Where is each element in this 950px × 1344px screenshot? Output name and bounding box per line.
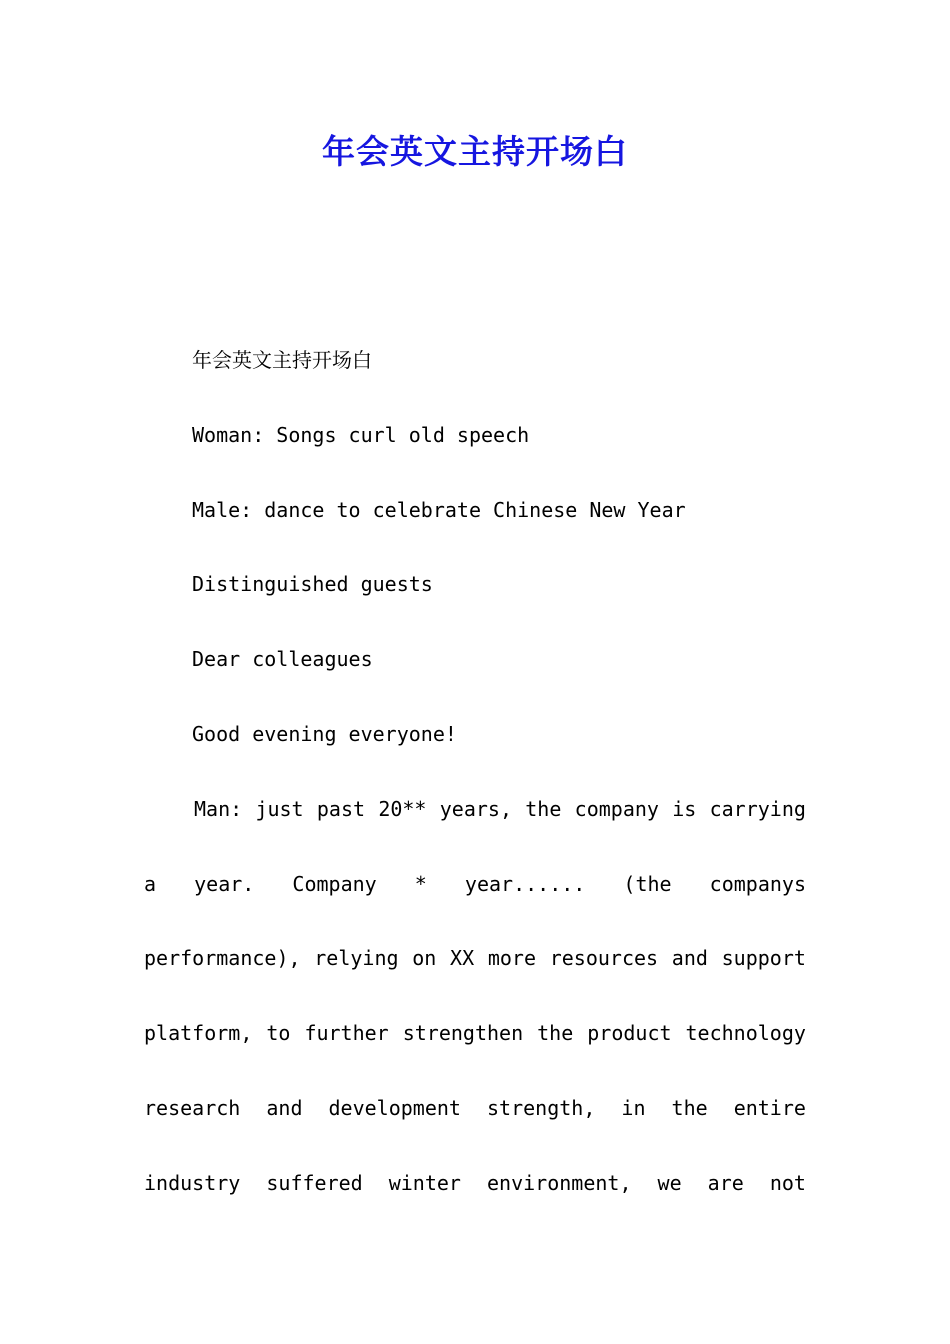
paragraph-word: on xyxy=(412,946,437,971)
paragraph-word: a xyxy=(144,871,157,896)
paragraph-word: year...... xyxy=(464,871,586,896)
paragraph-word: the xyxy=(671,1095,708,1120)
paragraph-word: year. xyxy=(194,871,255,896)
paragraph-word: strength, xyxy=(487,1095,596,1120)
paragraph-word: the xyxy=(525,796,562,821)
document-title: 年会英文主持开场白 xyxy=(322,132,628,171)
text-line: Good evening everyone! xyxy=(192,721,457,746)
text-line: Male: dance to celebrate Chinese New Year xyxy=(192,497,686,522)
paragraph-line xyxy=(144,1088,806,1163)
paragraph-word: technology xyxy=(685,1021,806,1046)
paragraph-word: the xyxy=(537,1021,574,1046)
paragraph-word: we xyxy=(657,1170,682,1195)
paragraph-line xyxy=(144,1163,806,1238)
paragraph-word: suffered xyxy=(266,1170,363,1195)
paragraph-word: are xyxy=(707,1170,744,1195)
paragraph-word: 20** xyxy=(378,796,427,821)
paragraph-word: not xyxy=(769,1170,806,1195)
text-line: Distinguished guests xyxy=(192,572,433,597)
paragraph-word: Man: xyxy=(194,796,243,821)
paragraph-word: further xyxy=(304,1021,389,1046)
paragraph-line xyxy=(144,789,806,864)
paragraph-word: research xyxy=(144,1095,241,1120)
paragraph-word: product xyxy=(587,1021,672,1046)
paragraph-word: entire xyxy=(733,1095,806,1120)
paragraph-word: relying xyxy=(314,946,399,971)
paragraph-word: strengthen xyxy=(402,1021,524,1046)
paragraph-word: just xyxy=(255,796,304,821)
paragraph-word: industry xyxy=(144,1170,241,1195)
paragraph-word: Company xyxy=(292,871,377,896)
paragraph-word: carrying xyxy=(709,796,806,821)
paragraph-word: (the xyxy=(623,871,672,896)
paragraph-word: development xyxy=(328,1095,461,1120)
paragraph-word: XX xyxy=(450,946,475,971)
paragraph-line xyxy=(144,1013,806,1088)
paragraph-word: winter xyxy=(388,1170,461,1195)
paragraph-word: past xyxy=(316,796,366,821)
paragraph-word: in xyxy=(621,1095,646,1120)
paragraph-word: environment, xyxy=(487,1170,632,1195)
paragraph-word: * xyxy=(414,871,427,896)
paragraph-word: companys xyxy=(709,871,806,896)
paragraph-word: and xyxy=(671,946,708,971)
paragraph-word: more xyxy=(487,946,537,971)
paragraph-word: and xyxy=(266,1095,303,1120)
paragraph-line xyxy=(144,938,806,1013)
document-body xyxy=(144,340,806,1238)
paragraph-word: platform, xyxy=(144,1021,253,1046)
paragraph-line xyxy=(144,864,806,939)
text-line: Dear colleagues xyxy=(192,647,373,672)
text-line: Woman: Songs curl old speech xyxy=(192,422,530,447)
paragraph-word: years, xyxy=(439,796,512,821)
paragraph-word: resources xyxy=(549,946,659,971)
paragraph-word: support xyxy=(721,946,806,971)
paragraph-word: to xyxy=(266,1021,291,1046)
section-heading: 年会英文主持开场白 xyxy=(192,348,372,372)
paragraph-word: performance), xyxy=(144,946,301,971)
paragraph-word: company xyxy=(574,796,659,821)
paragraph-word: is xyxy=(672,796,697,821)
